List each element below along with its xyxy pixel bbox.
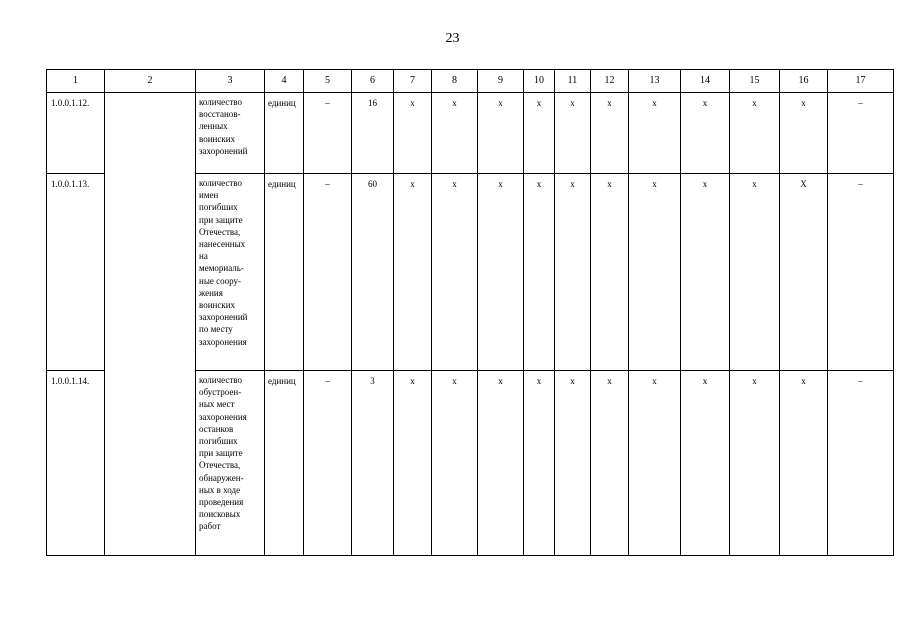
cell-14: х bbox=[681, 371, 730, 556]
column-header: 15 bbox=[730, 70, 780, 93]
description-line: количество bbox=[199, 97, 242, 107]
cell-10: х bbox=[524, 174, 555, 371]
description-line: захоронения bbox=[199, 411, 247, 422]
row-unit: единиц bbox=[265, 371, 304, 556]
cell-9: х bbox=[478, 174, 524, 371]
description-line: мемориаль- bbox=[199, 263, 244, 274]
description-line: воинских bbox=[199, 300, 236, 311]
cell-7: х bbox=[394, 93, 432, 174]
column-header: 6 bbox=[352, 70, 394, 93]
description-line: при защите bbox=[199, 214, 243, 225]
cell-16: х bbox=[780, 93, 828, 174]
description-line: работ bbox=[199, 521, 221, 532]
description-line: захоронений bbox=[199, 312, 248, 323]
description-line: ных мест bbox=[199, 399, 235, 410]
column-header: 13 bbox=[629, 70, 681, 93]
cell-17: – bbox=[828, 174, 894, 371]
header-row bbox=[47, 70, 894, 93]
description-line: по месту bbox=[199, 324, 233, 335]
cell-11: х bbox=[555, 93, 591, 174]
column-header: 3 bbox=[196, 70, 265, 93]
cell-5: – bbox=[304, 174, 352, 371]
description-line: восстанов- bbox=[199, 109, 241, 120]
column-header: 16 bbox=[780, 70, 828, 93]
column-header: 7 bbox=[394, 70, 432, 93]
description-line: при защите bbox=[199, 448, 243, 459]
column-header: 5 bbox=[304, 70, 352, 93]
row-unit: единиц bbox=[265, 93, 304, 174]
cell-6: 60 bbox=[352, 174, 394, 371]
description-line: количество bbox=[199, 178, 242, 188]
cell-9: х bbox=[478, 371, 524, 556]
column-header: 2 bbox=[105, 70, 196, 93]
cell-7: х bbox=[394, 371, 432, 556]
cell-5: – bbox=[304, 371, 352, 556]
cell-6: 16 bbox=[352, 93, 394, 174]
cell-15: х bbox=[730, 174, 780, 371]
row-description bbox=[196, 93, 265, 174]
row-code: 1.0.0.1.13. bbox=[47, 174, 105, 371]
merged-cell-column-2 bbox=[105, 93, 196, 556]
column-header: 4 bbox=[265, 70, 304, 93]
description-line: Отечества, bbox=[199, 460, 241, 471]
column-header: 17 bbox=[828, 70, 894, 93]
column-header: 9 bbox=[478, 70, 524, 93]
cell-11: х bbox=[555, 174, 591, 371]
description-line: ленных bbox=[199, 121, 228, 132]
cell-17: – bbox=[828, 371, 894, 556]
column-header: 10 bbox=[524, 70, 555, 93]
column-header: 12 bbox=[591, 70, 629, 93]
data-table bbox=[46, 69, 894, 556]
row-code: 1.0.0.1.14. bbox=[47, 371, 105, 556]
description-line: ных в ходе bbox=[199, 484, 241, 495]
cell-8: х bbox=[432, 371, 478, 556]
cell-15: х bbox=[730, 93, 780, 174]
description-line: обнаружен- bbox=[199, 472, 244, 483]
cell-11: х bbox=[555, 371, 591, 556]
column-header: 14 bbox=[681, 70, 730, 93]
cell-13: х bbox=[629, 93, 681, 174]
cell-10: х bbox=[524, 371, 555, 556]
row-unit: единиц bbox=[265, 174, 304, 371]
description-line: захоронений bbox=[199, 145, 248, 156]
description-line: погибших bbox=[199, 202, 238, 213]
cell-14: х bbox=[681, 93, 730, 174]
row-description bbox=[196, 371, 265, 556]
cell-6: 3 bbox=[352, 371, 394, 556]
description-line: проведения bbox=[199, 497, 244, 508]
cell-10: х bbox=[524, 93, 555, 174]
cell-8: х bbox=[432, 93, 478, 174]
column-header: 1 bbox=[47, 70, 105, 93]
description-line: останков bbox=[199, 423, 234, 434]
description-line: погибших bbox=[199, 436, 238, 447]
row-description bbox=[196, 174, 265, 371]
description-line: имен bbox=[199, 190, 219, 201]
description-line: жения bbox=[199, 287, 223, 298]
description-line: обустроен- bbox=[199, 387, 242, 398]
column-header: 11 bbox=[555, 70, 591, 93]
cell-9: х bbox=[478, 93, 524, 174]
description-line: на bbox=[199, 251, 208, 262]
description-line: Отечества, bbox=[199, 226, 241, 237]
row-code: 1.0.0.1.12. bbox=[47, 93, 105, 174]
cell-13: х bbox=[629, 174, 681, 371]
column-header: 8 bbox=[432, 70, 478, 93]
cell-8: х bbox=[432, 174, 478, 371]
table-row bbox=[47, 93, 894, 174]
cell-7: х bbox=[394, 174, 432, 371]
cell-12: х bbox=[591, 93, 629, 174]
cell-16: Х bbox=[780, 174, 828, 371]
cell-12: х bbox=[591, 371, 629, 556]
cell-14: х bbox=[681, 174, 730, 371]
page-number: 23 bbox=[445, 31, 460, 46]
description-line: количество bbox=[199, 375, 242, 385]
cell-12: х bbox=[591, 174, 629, 371]
description-line: поисковых bbox=[199, 509, 241, 520]
description-line: ные соору- bbox=[199, 275, 241, 286]
cell-16: х bbox=[780, 371, 828, 556]
cell-5: – bbox=[304, 93, 352, 174]
description-line: воинских bbox=[199, 133, 236, 144]
description-line: нанесенных bbox=[199, 239, 246, 250]
description-line: захоронения bbox=[199, 336, 247, 347]
cell-17: – bbox=[828, 93, 894, 174]
cell-15: х bbox=[730, 371, 780, 556]
cell-13: х bbox=[629, 371, 681, 556]
